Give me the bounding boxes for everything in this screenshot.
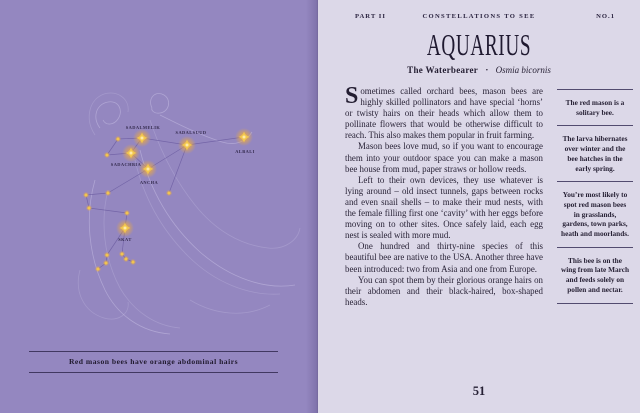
paragraph-2: Mason bees love mud, so if you want to encourage them into your outdoor space you can make a mason bee house from mud, paper straws or hollow reeds. bbox=[345, 141, 543, 174]
star-label: SADALMELIK bbox=[125, 125, 161, 130]
minor-star bbox=[115, 136, 121, 142]
drop-cap: S bbox=[345, 83, 359, 109]
fact-item-3: You’re most likely to spot red mason bees in grasslands, gardens, town parks, heath and moorlands. bbox=[557, 181, 633, 247]
star-label: ALBALI bbox=[235, 149, 255, 154]
star-label: SADACHBIA bbox=[110, 162, 142, 167]
fact-sidebar bbox=[557, 89, 633, 304]
minor-star bbox=[103, 260, 109, 266]
right-page bbox=[318, 0, 640, 413]
subtitle-separator-dot: · bbox=[485, 65, 489, 75]
paragraph-5: You can spot them by their glorious orange hairs on their abdomen and their black-haired, box-shaped heads. bbox=[345, 274, 543, 307]
major-star bbox=[178, 136, 196, 154]
header-number-label: NO.1 bbox=[596, 13, 615, 20]
paragraph-4: One hundred and thirty-nine species of this beautiful bee are native to the USA. Another three have been introduced: two from Asia and one from Europe. bbox=[345, 241, 543, 274]
minor-star bbox=[119, 251, 125, 257]
major-star bbox=[139, 160, 157, 178]
page-number: 51 bbox=[472, 384, 486, 398]
paragraph-1 bbox=[345, 83, 543, 141]
header-part-label: PART II bbox=[355, 13, 386, 20]
minor-star bbox=[166, 190, 172, 196]
fact-item-1: The red mason is a solitary bee. bbox=[557, 89, 633, 125]
minor-star bbox=[83, 192, 89, 198]
constellation-line bbox=[89, 208, 127, 213]
minor-star bbox=[123, 256, 129, 262]
paragraph-1-text: ometimes called orchard bees, mason bees are highly skilled pollinators and have special ‘horns’ or twisty hairs on their heads which allow them to pollinate flowers that would be otherwise difficult to reach. This also makes them popular in fruit farming. bbox=[345, 86, 543, 141]
major-star bbox=[116, 219, 134, 237]
minor-star bbox=[124, 210, 130, 216]
minor-star bbox=[105, 190, 111, 196]
minor-star bbox=[130, 259, 136, 265]
left-page bbox=[0, 0, 318, 413]
page-subtitle bbox=[318, 65, 640, 75]
star-label: SKAT bbox=[118, 237, 132, 242]
header-running-title: CONSTELLATIONS TO SEE bbox=[422, 13, 536, 20]
minor-star bbox=[104, 252, 110, 258]
minor-star bbox=[86, 205, 92, 211]
article-body bbox=[345, 83, 543, 308]
caption-text: Red mason bees have orange abdominal hairs bbox=[68, 357, 239, 366]
species-latin-name: Osmia bicornis bbox=[495, 65, 551, 75]
major-star bbox=[122, 144, 140, 162]
minor-star bbox=[95, 266, 101, 272]
constellation-common-name: The Waterbearer bbox=[407, 65, 479, 75]
star-label: ANCHA bbox=[139, 180, 159, 185]
major-star bbox=[235, 128, 253, 146]
page-header bbox=[318, 13, 640, 25]
page-title: AQUARIUS bbox=[426, 27, 532, 62]
fact-item-4: This bee is on the wing from late March and feeds solely on pollen and nectar. bbox=[557, 247, 633, 304]
major-star bbox=[133, 129, 151, 147]
left-page-caption bbox=[29, 351, 278, 373]
minor-star bbox=[104, 152, 110, 158]
star-label: SADALSUUD bbox=[175, 130, 207, 135]
paragraph-3: Left to their own devices, they use whatever is lying around – old insect tunnels, gaps between rocks and even snail shells – to make their mud nests, with the female filling first one ‘cavity’ with her eggs before moving on to other sites. Once safely laid, each egg nest is sealed with more mud. bbox=[345, 174, 543, 241]
fact-item-2: The larva hibernates over winter and the bee hatches in the early spring. bbox=[557, 125, 633, 181]
constellation-stars bbox=[83, 128, 253, 272]
constellation-line bbox=[86, 193, 108, 195]
